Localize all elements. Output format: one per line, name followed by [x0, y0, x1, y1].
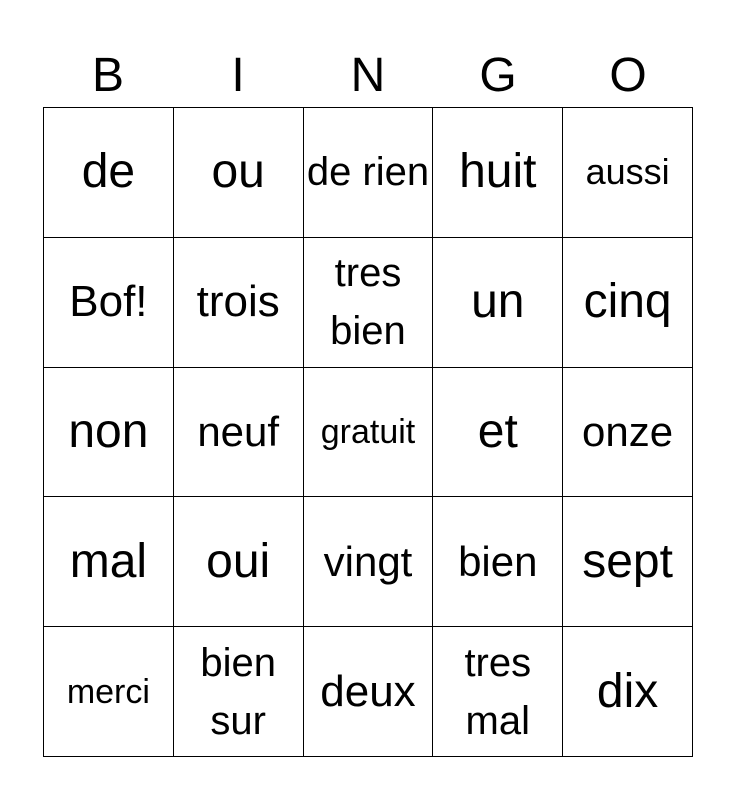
bingo-cell[interactable] [563, 108, 693, 238]
bingo-cell[interactable] [563, 238, 693, 368]
bingo-cell[interactable] [304, 497, 434, 627]
bingo-cell[interactable] [174, 238, 304, 368]
cell-word: bien sur [200, 640, 276, 743]
bingo-cell[interactable] [44, 238, 174, 368]
cell-word: aussi [585, 151, 670, 193]
header-letter-o: O [609, 49, 647, 102]
bingo-header [43, 46, 693, 106]
cell-word: un [471, 275, 525, 329]
header-letter-b: B [91, 49, 124, 102]
cell-word: bien [458, 537, 538, 585]
cell-word: oui [206, 534, 271, 588]
bingo-board [43, 107, 693, 757]
header-letter-n: N [350, 49, 386, 102]
bingo-cell[interactable] [174, 368, 304, 498]
bingo-cell[interactable] [44, 108, 174, 238]
bingo-cell[interactable] [563, 368, 693, 498]
bingo-cell[interactable] [433, 627, 563, 757]
cell-word: ou [211, 145, 265, 199]
cell-word: onze [582, 407, 674, 455]
bingo-cell[interactable] [44, 368, 174, 498]
bingo-cell[interactable] [433, 368, 563, 498]
cell-word: gratuit [320, 412, 416, 451]
cell-word: mal [69, 534, 148, 588]
cell-word: Bof! [69, 277, 148, 327]
cell-word: tres bien [330, 251, 406, 354]
bingo-cell[interactable] [174, 108, 304, 238]
bingo-cell[interactable] [304, 368, 434, 498]
bingo-cell[interactable] [304, 627, 434, 757]
cell-word: dix [596, 664, 659, 718]
cell-word: vingt [323, 537, 413, 585]
cell-word: et [477, 404, 518, 458]
cell-word: cinq [583, 275, 672, 329]
cell-word: merci [66, 672, 150, 711]
bingo-cell[interactable] [174, 497, 304, 627]
header-letter-i: I [231, 49, 245, 102]
bingo-cell[interactable] [433, 108, 563, 238]
cell-word: neuf [197, 407, 280, 455]
cell-word: tres mal [464, 640, 532, 743]
bingo-cell[interactable] [174, 627, 304, 757]
bingo-cell[interactable] [44, 627, 174, 757]
cell-word: non [68, 404, 149, 458]
cell-word: de rien [306, 150, 430, 195]
cell-word: deux [320, 666, 416, 716]
cell-word: sept [582, 534, 673, 588]
bingo-cell[interactable] [563, 497, 693, 627]
cell-word: trois [196, 277, 280, 327]
bingo-cell[interactable] [304, 108, 434, 238]
header-letter-g: G [479, 49, 517, 102]
bingo-cell[interactable] [44, 497, 174, 627]
bingo-cell[interactable] [433, 238, 563, 368]
bingo-cell[interactable] [304, 238, 434, 368]
cell-word: huit [459, 145, 537, 199]
bingo-cell[interactable] [563, 627, 693, 757]
bingo-cell[interactable] [433, 497, 563, 627]
cell-word: de [81, 145, 136, 199]
